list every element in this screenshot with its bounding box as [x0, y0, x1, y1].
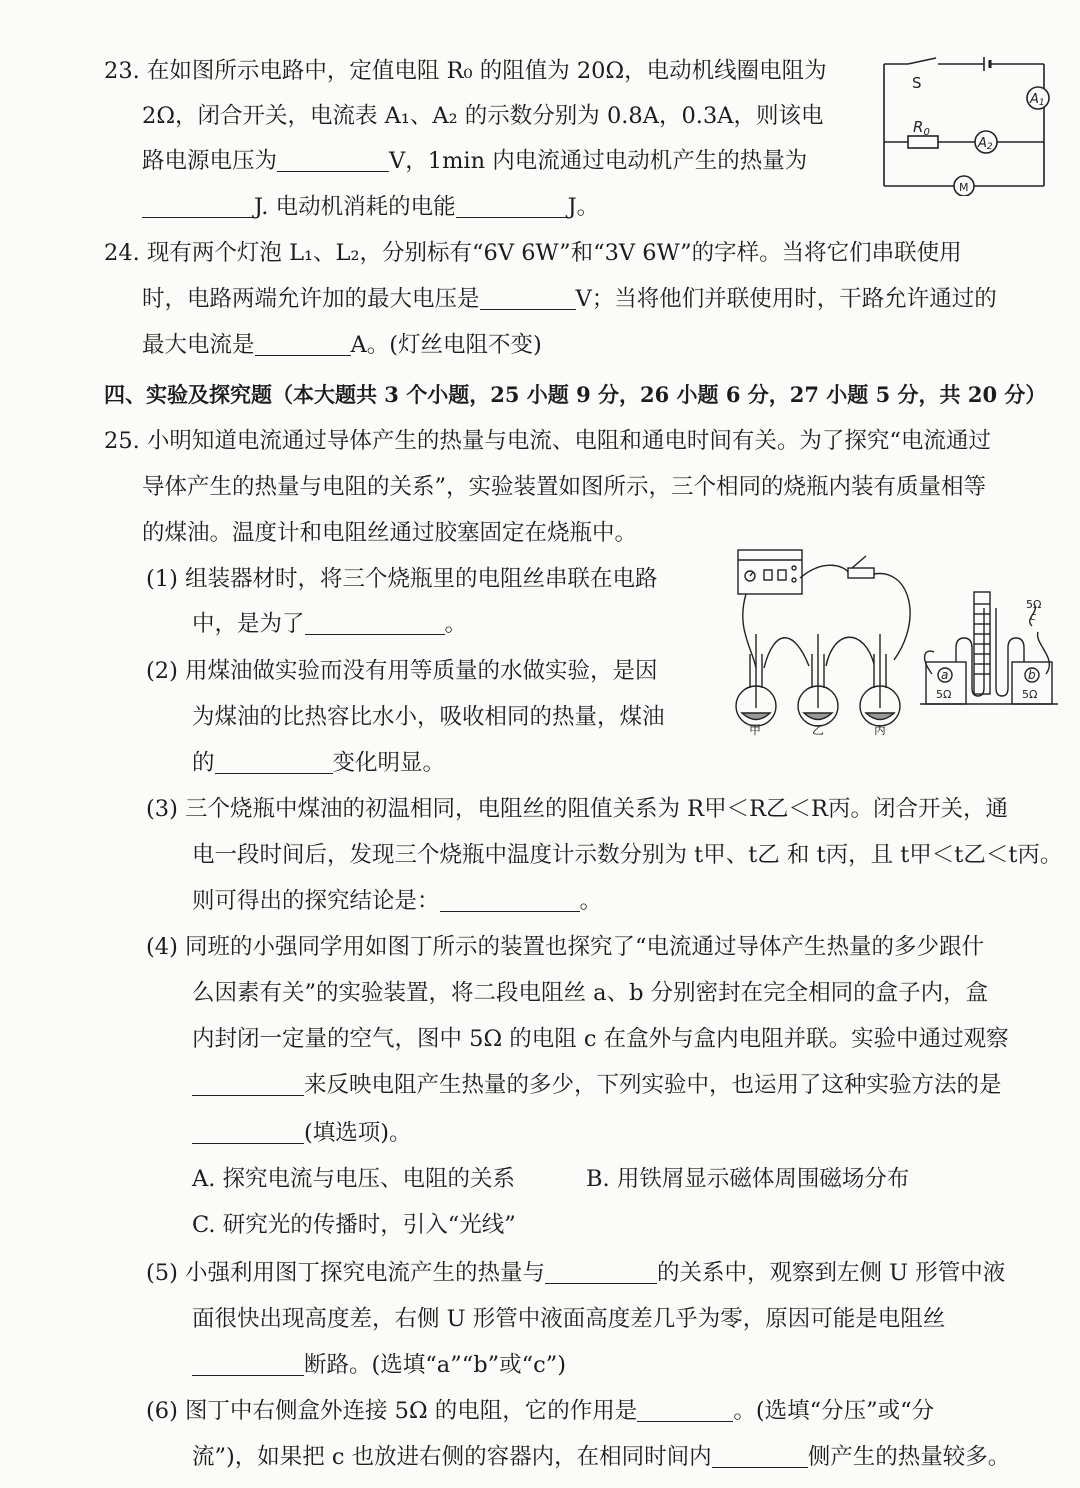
- q25-option-c[interactable]: C. 研究光的传播时，引入“光线”: [192, 1212, 516, 1238]
- q25-blank-1[interactable]: [305, 612, 445, 635]
- q24-blank-max-current[interactable]: [255, 333, 351, 356]
- q25-part2-line-3: 的 变化明显。: [192, 750, 446, 776]
- switch-label: S: [912, 74, 922, 92]
- q25-option-a[interactable]: A. 探究电流与电压、电阻的关系: [192, 1166, 516, 1192]
- q25-part6-line-1: (6) 图丁中右侧盒外连接 5Ω 的电阻，它的作用是 。(选填“分压”或“分: [146, 1398, 935, 1424]
- q25-part4-line-2: 么因素有关”的实验装置，将二段电阻丝 a、b 分别密封在完全相同的盒子内，盒: [192, 980, 989, 1006]
- q25-blank-5b[interactable]: [192, 1353, 304, 1376]
- q25-part6-line-2: 流”)，如果把 c 也放进右侧的容器内，在相同时间内 侧产生的热量较多。: [192, 1444, 1011, 1470]
- q25-part4-line-1: (4) 同班的小强同学用如图丁所示的装置也探究了“电流通过导体产生热量的多少跟什: [146, 934, 985, 960]
- resistor-c-label: c: [1030, 610, 1037, 623]
- q23-line-4: J. 电动机消耗的电能 J。: [142, 192, 599, 224]
- q25-part5-line-1: (5) 小强利用图丁探究电流产生的热量与 的关系中，观察到左侧 U 形管中液: [146, 1260, 1006, 1286]
- q25-part4-line-5: (填选项)。: [192, 1118, 412, 1150]
- flask-bing-label: 丙: [874, 723, 887, 737]
- section-4-title: 四、实验及探究题（本大题共 3 个小题，25 小题 9 分，26 小题 6 分，27 小题 5 分，共 20 分）: [104, 382, 1047, 407]
- q23-line-2: 2Ω，闭合开关，电流表 A₁、A₂ 的示数分别为 0.8A，0.3A，则该电: [142, 103, 824, 129]
- q24-line-2: 时，电路两端允许加的最大电压是 V；当将他们并联使用时，干路允许通过的: [142, 286, 997, 312]
- q25-blank-5a[interactable]: [545, 1261, 657, 1284]
- q25-part3-line-3: 则可得出的探究结论是： 。: [192, 888, 603, 914]
- q25-blank-3[interactable]: [440, 889, 580, 912]
- q24-blank-max-voltage[interactable]: [480, 287, 576, 310]
- q25-part1-line-1: (1) 组装器材时，将三个烧瓶里的电阻丝串联在电路: [146, 566, 658, 592]
- q25-blank-6b[interactable]: [712, 1445, 808, 1468]
- q25-line-3: 的煤油。温度计和电阻丝通过胶塞固定在烧瓶中。: [142, 520, 638, 546]
- q25-option-b[interactable]: B. 用铁屑显示磁体周围磁场分布: [586, 1166, 910, 1192]
- resistor-a-value: 5Ω: [936, 688, 952, 701]
- resistor-a-label: a: [941, 668, 949, 682]
- ammeter-a1-label: A1: [1030, 92, 1045, 108]
- r0-label: $R_0$: [913, 118, 930, 138]
- resistor-b-label: b: [1028, 668, 1036, 682]
- q25-blank-4b[interactable]: [192, 1121, 304, 1144]
- motor-label: M: [959, 181, 969, 194]
- flask-jia-label: 甲: [749, 723, 762, 737]
- q23-line-3: 路电源电压为 V，1min 内电流通过电动机产生的热量为: [142, 148, 808, 174]
- q23-line-1: 23. 在如图所示电路中，定值电阻 R₀ 的阻值为 20Ω，电动机线圈电阻为: [104, 58, 827, 84]
- q25-part2-line-2: 为煤油的比热容比水小，吸收相同的热量，煤油: [192, 704, 665, 730]
- q25-part1-line-2: 中，是为了 。: [192, 611, 468, 637]
- q25-apparatus-figure: [734, 548, 1064, 738]
- q25-blank-2[interactable]: [215, 751, 333, 774]
- q24-line-1: 24. 现有两个灯泡 L₁、L₂，分别标有“6V 6W”和“3V 6W”的字样。当将它们串联使用: [104, 240, 962, 266]
- q25-part5-line-3: 断路。(选填“a”“b”或“c”): [192, 1350, 566, 1382]
- q25-part4-line-3: 内封闭一定量的空气，图中 5Ω 的电阻 c 在盒外与盒内电阻并联。实验中通过观察: [192, 1026, 1009, 1052]
- resistor-b-value: 5Ω: [1022, 688, 1038, 701]
- q23-blank-heat[interactable]: [142, 195, 254, 218]
- q23-circuit-diagram: [878, 56, 1050, 196]
- q25-part2-line-1: (2) 用煤油做实验而没有用等质量的水做实验，是因: [146, 658, 658, 684]
- q25-line-2: 导体产生的热量与电阻的关系”，实验装置如图所示，三个相同的烧瓶内装有质量相等: [142, 474, 987, 500]
- q25-blank-6a[interactable]: [637, 1399, 733, 1422]
- q25-line-1: 25. 小明知道电流通过导体产生的热量与电流、电阻和通电时间有关。为了探究“电流通过: [104, 428, 991, 454]
- resistor-c-value: 5Ω: [1026, 598, 1042, 611]
- ammeter-a2-label: A2: [978, 136, 993, 152]
- q25-blank-4a[interactable]: [192, 1073, 304, 1096]
- flask-yi-label: 乙: [812, 723, 825, 737]
- q23-blank-energy[interactable]: [456, 195, 568, 218]
- q24-line-3: 最大电流是 A。(灯丝电阻不变): [142, 332, 542, 358]
- q25-part3-line-2: 电一段时间后，发现三个烧瓶中温度计示数分别为 t甲、t乙 和 t丙，且 t甲＜t乙＜t丙。: [192, 842, 1063, 868]
- q25-part3-line-1: (3) 三个烧瓶中煤油的初温相同，电阻丝的阻值关系为 R甲＜R乙＜R丙。闭合开关，通: [146, 796, 1008, 822]
- q23-blank-voltage[interactable]: [277, 149, 389, 172]
- q25-part5-line-2: 面很快出现高度差，右侧 U 形管中液面高度差几乎为零，原因可能是电阻丝: [192, 1306, 946, 1332]
- q25-part4-line-4: 来反映电阻产生热量的多少，下列实验中，也运用了这种实验方法的是: [192, 1070, 1002, 1102]
